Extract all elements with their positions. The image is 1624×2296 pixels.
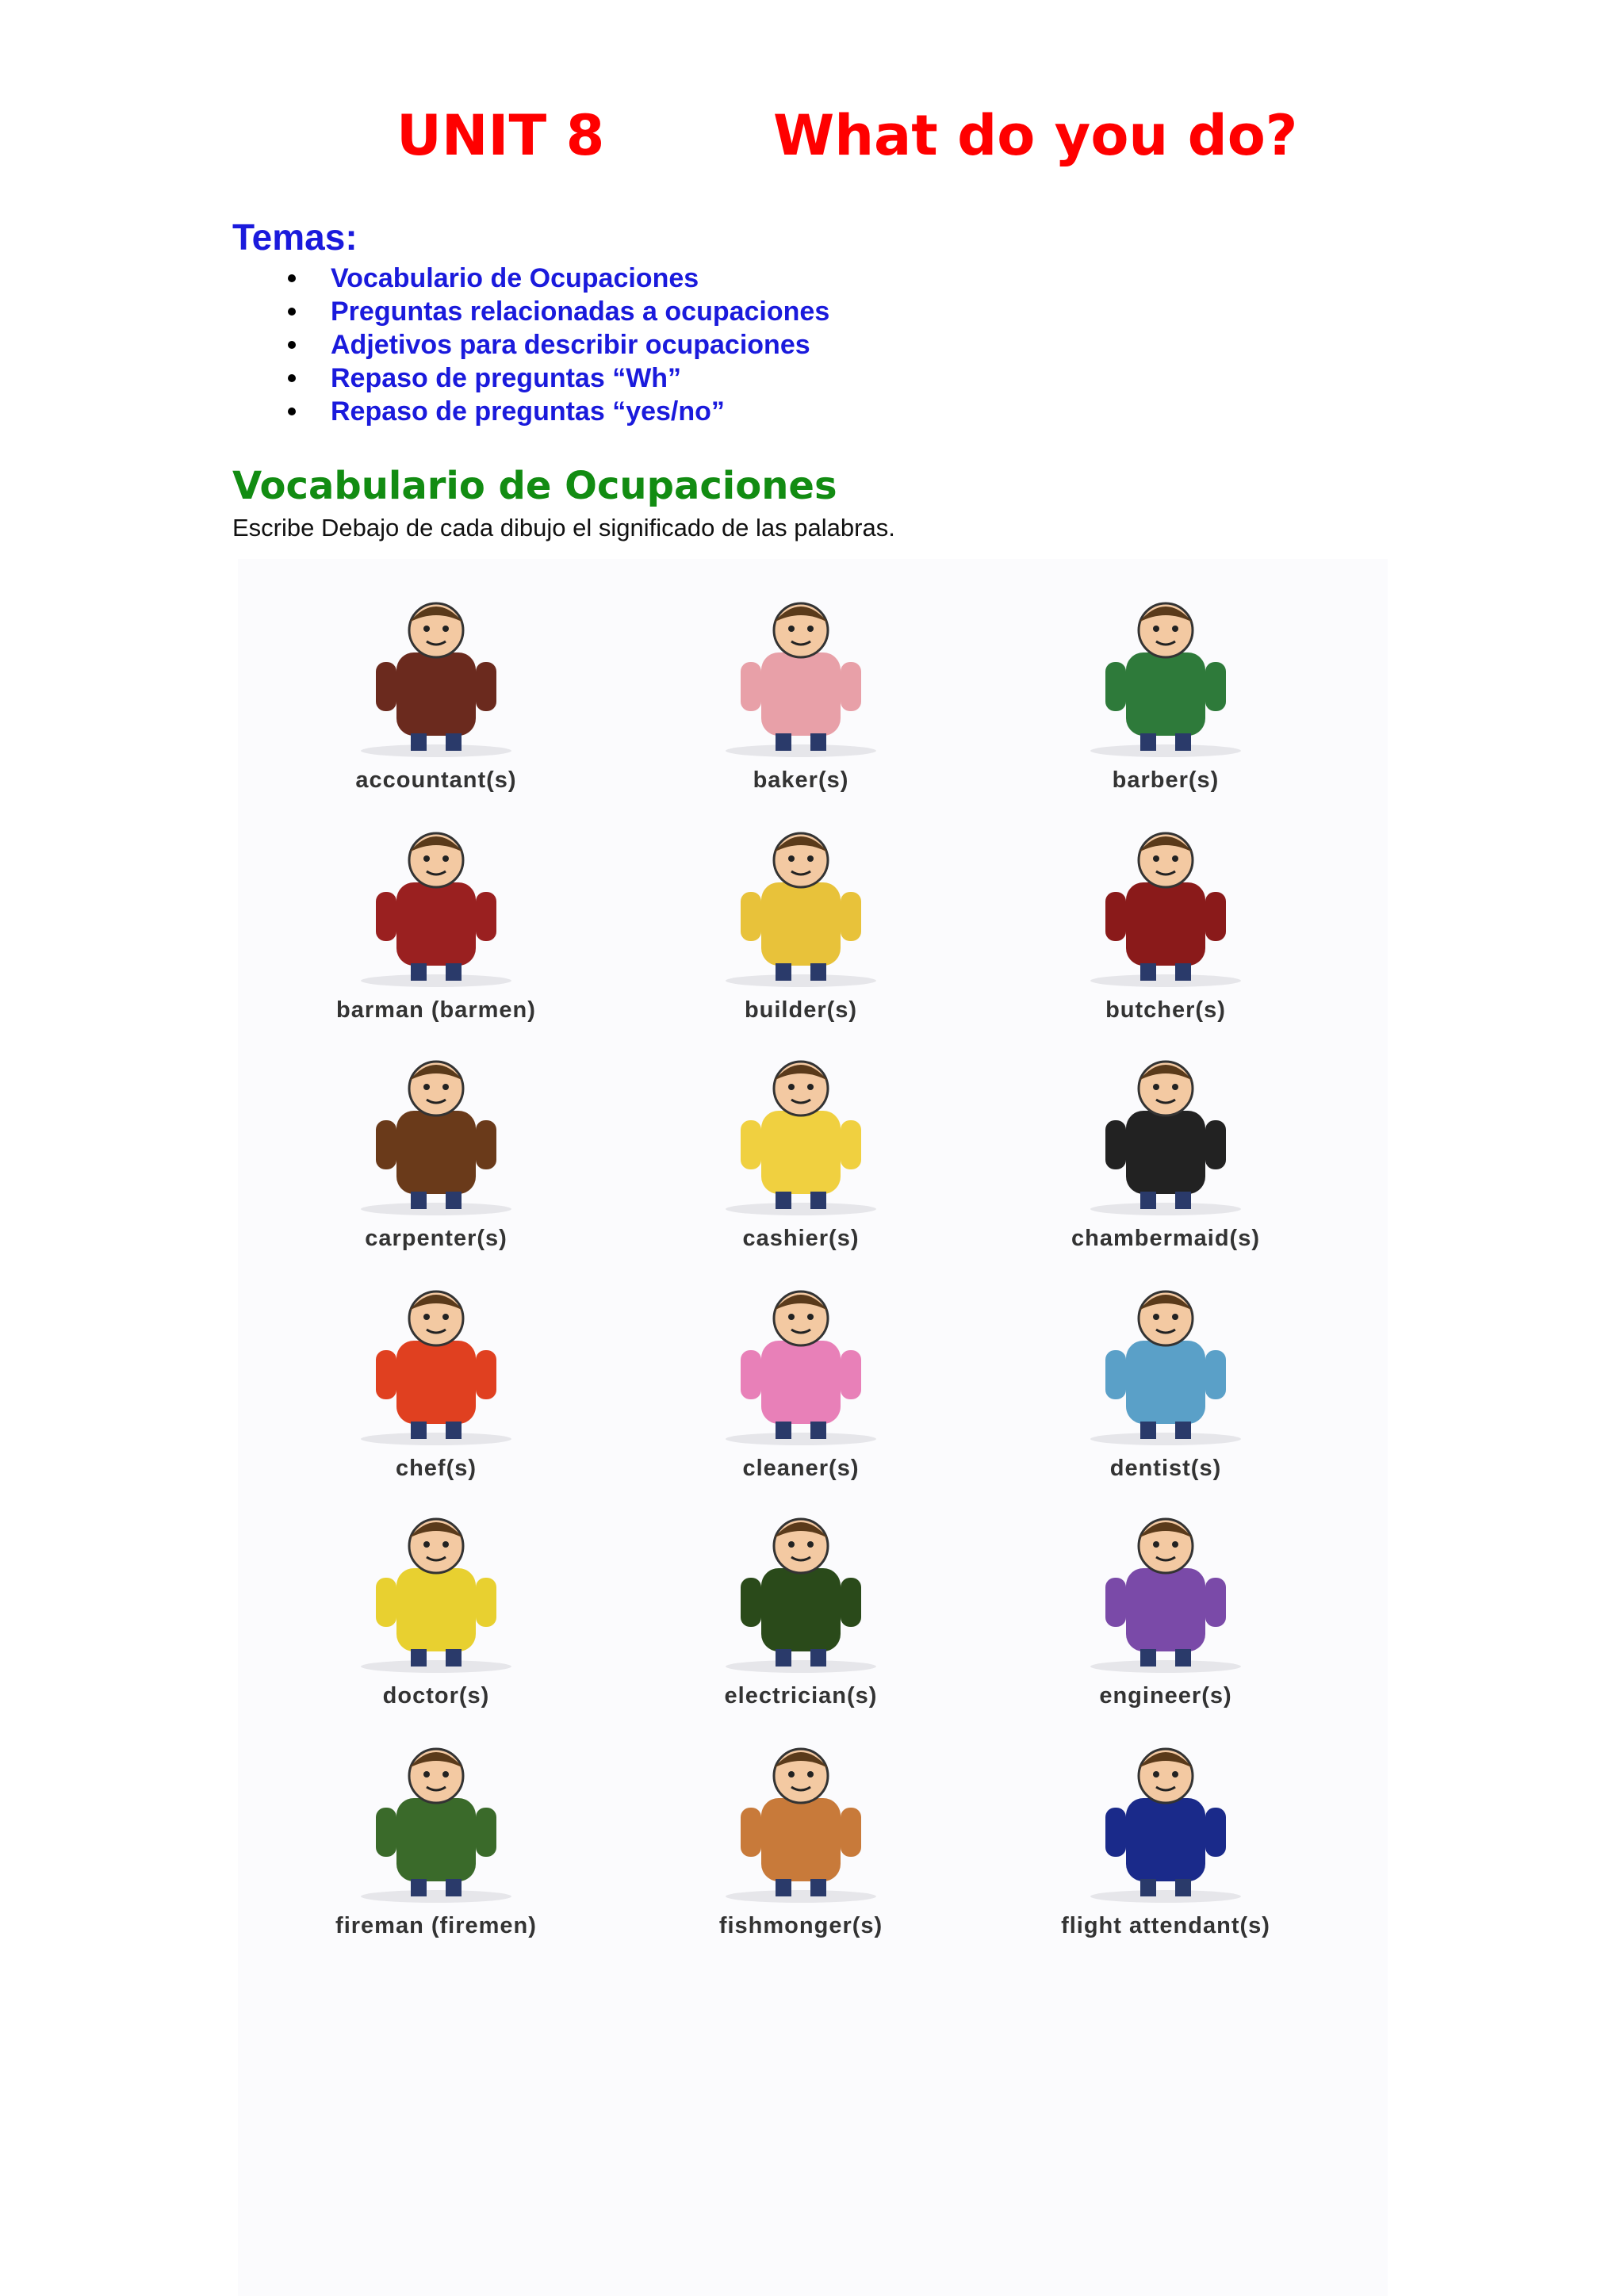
- occupation-label: cashier(s): [742, 1226, 860, 1251]
- occupation-label: fishmonger(s): [718, 1913, 883, 1938]
- temas-item: [232, 328, 829, 362]
- bullet-icon: [288, 274, 296, 282]
- occupation-label: flight attendant(s): [1061, 1913, 1270, 1938]
- occupation-card: [999, 583, 1332, 809]
- occupation-illustration: [1039, 1728, 1293, 1907]
- occupation-card: [634, 1041, 967, 1267]
- unit-number: UNIT 8: [396, 103, 605, 168]
- electrician-icon: [674, 1498, 928, 1677]
- temas-item: [232, 295, 829, 328]
- vocabulario-heading: Vocabulario de Ocupaciones: [232, 464, 837, 508]
- occupation-card: [634, 813, 967, 1039]
- occupation-label: fireman (firemen): [335, 1913, 537, 1938]
- occupation-label: chambermaid(s): [1071, 1226, 1260, 1251]
- occupation-label: doctor(s): [382, 1683, 490, 1709]
- occupation-card: [634, 1728, 967, 1954]
- occupation-illustration: [1039, 1041, 1293, 1219]
- builder-icon: [674, 813, 928, 991]
- accountant-icon: [309, 583, 563, 761]
- occupation-card: [999, 1271, 1332, 1497]
- chef-icon: [309, 1271, 563, 1449]
- temas-item-label: Preguntas relacionadas a ocupaciones: [331, 297, 830, 327]
- occupation-card: [999, 1041, 1332, 1267]
- occupation-illustration: [1039, 1271, 1293, 1449]
- bullet-icon: [288, 374, 296, 382]
- occupation-card: [270, 1498, 603, 1724]
- occupation-label: accountant(s): [355, 767, 517, 793]
- cleaner-icon: [674, 1271, 928, 1449]
- occupation-label: builder(s): [744, 997, 858, 1023]
- occupation-label: electrician(s): [724, 1683, 878, 1709]
- occupation-illustration: [674, 813, 928, 991]
- temas-item: [232, 362, 829, 395]
- occupation-illustration: [1039, 813, 1293, 991]
- occupation-illustration: [674, 1498, 928, 1677]
- occupation-label: baker(s): [753, 767, 849, 793]
- temas-item: [232, 262, 829, 295]
- occupations-sheet: [238, 559, 1388, 2296]
- unit-title: [0, 103, 1624, 190]
- occupation-illustration: [309, 1728, 563, 1907]
- fireman-icon: [309, 1728, 563, 1907]
- bullet-icon: [288, 408, 296, 415]
- occupation-label: dentist(s): [1109, 1456, 1222, 1481]
- temas-item-label: Adjetivos para describir ocupaciones: [331, 330, 810, 360]
- doctor-icon: [309, 1498, 563, 1677]
- bullet-icon: [288, 308, 296, 316]
- bullet-icon: [288, 341, 296, 349]
- occupation-illustration: [309, 1498, 563, 1677]
- occupation-card: [270, 1041, 603, 1267]
- engineer-icon: [1039, 1498, 1293, 1677]
- temas-item-label: Repaso de preguntas “yes/no”: [331, 396, 725, 427]
- occupation-illustration: [1039, 1498, 1293, 1677]
- occupation-card: [270, 1271, 603, 1497]
- baker-icon: [674, 583, 928, 761]
- temas-item: [232, 395, 829, 428]
- occupation-label: carpenter(s): [365, 1226, 508, 1251]
- fishmonger-icon: [674, 1728, 928, 1907]
- occupation-card: [634, 1271, 967, 1497]
- occupation-label: barman (barmen): [336, 997, 536, 1023]
- occupation-label: chef(s): [395, 1456, 477, 1481]
- cashier-icon: [674, 1041, 928, 1219]
- temas-item-label: Repaso de preguntas “Wh”: [331, 363, 682, 393]
- occupation-illustration: [674, 1728, 928, 1907]
- occupation-illustration: [1039, 583, 1293, 761]
- occupation-illustration: [674, 1041, 928, 1219]
- unit-question: What do you do?: [773, 103, 1298, 168]
- occupation-illustration: [309, 813, 563, 991]
- occupation-label: butcher(s): [1105, 997, 1226, 1023]
- barber-icon: [1039, 583, 1293, 761]
- occupation-card: [270, 583, 603, 809]
- occupation-card: [634, 583, 967, 809]
- occupation-illustration: [309, 583, 563, 761]
- barman-icon: [309, 813, 563, 991]
- occupation-card: [999, 813, 1332, 1039]
- carpenter-icon: [309, 1041, 563, 1219]
- occupation-card: [999, 1728, 1332, 1954]
- dentist-icon: [1039, 1271, 1293, 1449]
- chambermaid-icon: [1039, 1041, 1293, 1219]
- flight-attendant-icon: [1039, 1728, 1293, 1907]
- occupation-illustration: [674, 583, 928, 761]
- occupation-illustration: [674, 1271, 928, 1449]
- temas-item-label: Vocabulario de Ocupaciones: [331, 263, 699, 293]
- occupation-illustration: [309, 1041, 563, 1219]
- temas-heading: Temas:: [232, 216, 358, 258]
- temas-list: [232, 262, 829, 428]
- occupation-card: [634, 1498, 967, 1724]
- occupation-label: cleaner(s): [742, 1456, 860, 1481]
- occupation-card: [270, 1728, 603, 1954]
- occupation-label: barber(s): [1112, 767, 1220, 793]
- butcher-icon: [1039, 813, 1293, 991]
- occupation-card: [999, 1498, 1332, 1724]
- occupation-card: [270, 813, 603, 1039]
- instructions: Escribe Debajo de cada dibujo el significado de las palabras.: [232, 514, 895, 541]
- occupation-label: engineer(s): [1099, 1683, 1232, 1709]
- occupation-illustration: [309, 1271, 563, 1449]
